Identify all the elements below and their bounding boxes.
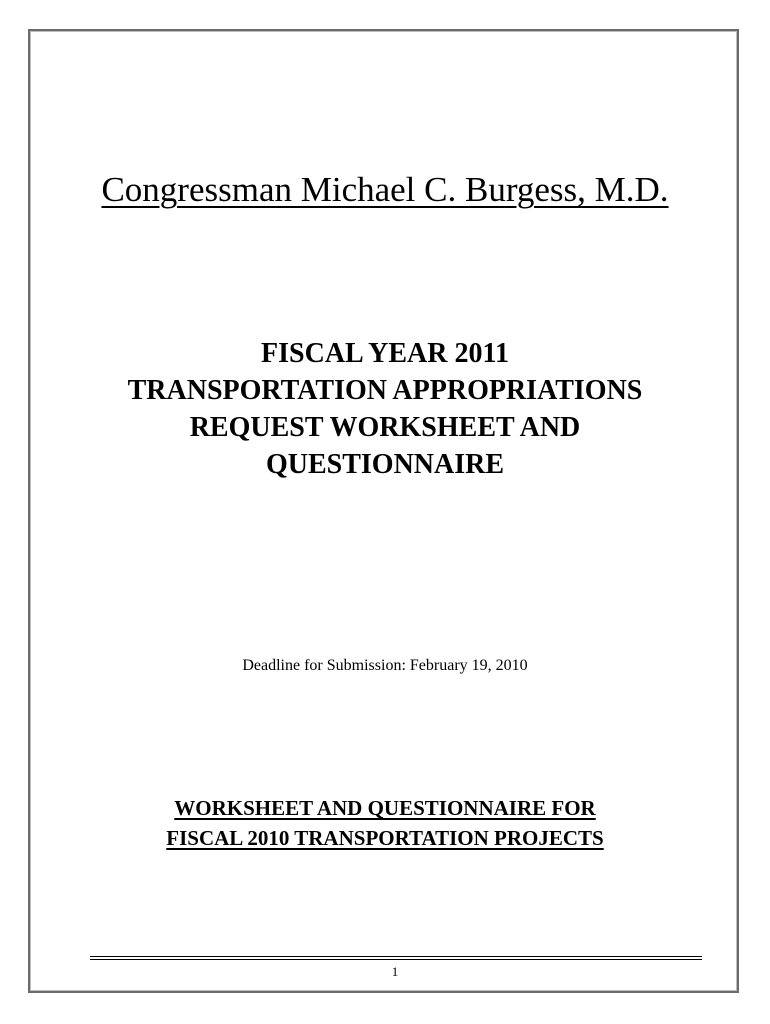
subheading-line-2 bbox=[0, 823, 770, 853]
heading-line-2: TRANSPORTATION APPROPRIATIONS bbox=[127, 375, 643, 406]
page-number: 1 bbox=[391, 964, 399, 979]
submission-deadline: Deadline for Submission: February 19, 2010 bbox=[242, 657, 528, 674]
document-title: Congressman Michael C. Burgess, M.D. bbox=[101, 170, 669, 209]
subheading-line-1 bbox=[0, 793, 770, 823]
subheading-line-1-text: WORKSHEET AND QUESTIONNAIRE FOR bbox=[174, 796, 596, 820]
heading-line-1: FISCAL YEAR 2011 bbox=[261, 338, 509, 369]
heading-line-4: QUESTIONNAIRE bbox=[265, 449, 505, 480]
heading-line-3: REQUEST WORKSHEET AND bbox=[189, 412, 581, 443]
form-heading bbox=[0, 335, 770, 483]
worksheet-subheading bbox=[0, 793, 770, 853]
footer-divider bbox=[90, 956, 702, 957]
subheading-line-2-text: FISCAL 2010 TRANSPORTATION PROJECTS bbox=[166, 826, 604, 850]
footer-divider-second bbox=[90, 959, 702, 960]
